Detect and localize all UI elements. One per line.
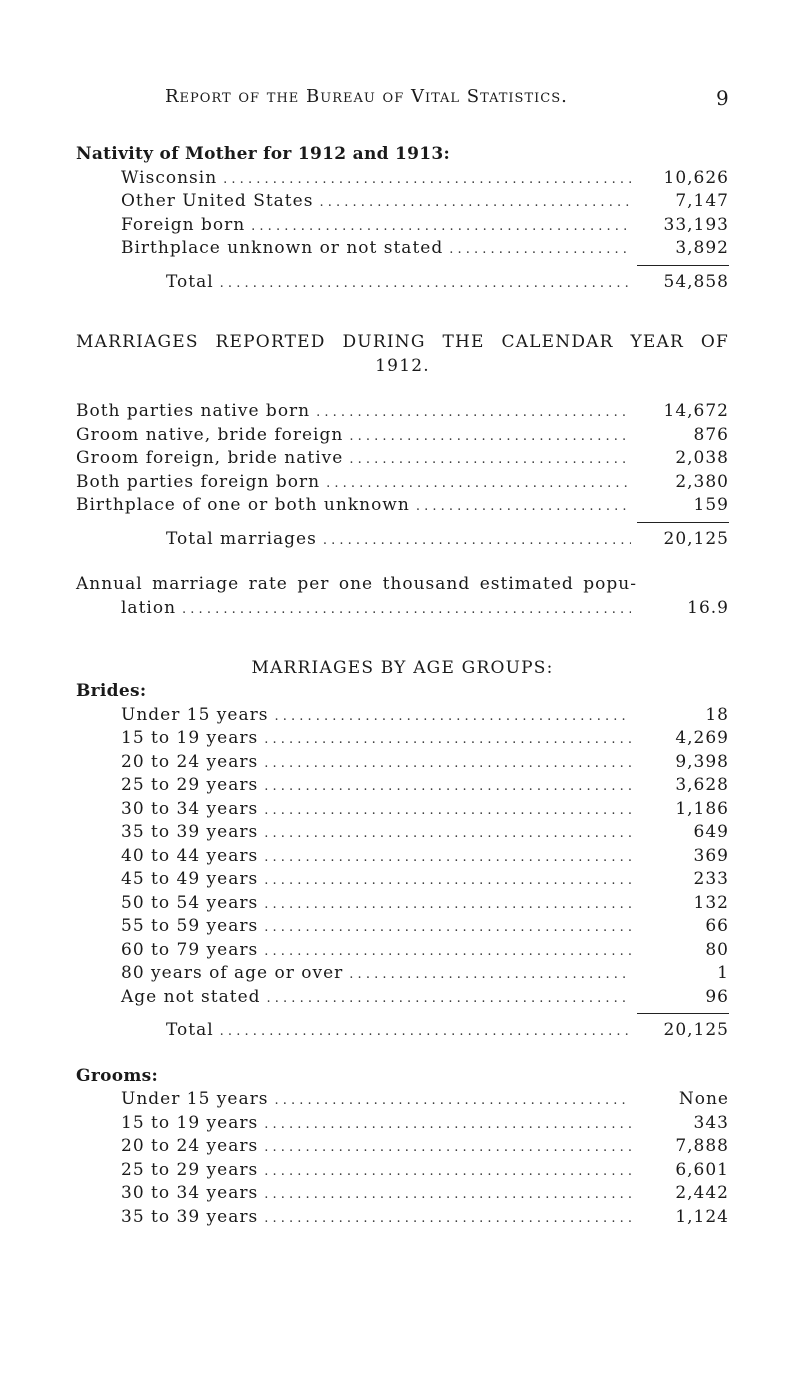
rate-value: 16.9 xyxy=(687,597,729,618)
total-row xyxy=(76,528,729,552)
marriages-title xyxy=(76,330,729,378)
table-row xyxy=(76,1206,729,1230)
row-value: None xyxy=(678,1089,729,1109)
brides-table xyxy=(76,704,729,1043)
total-row xyxy=(76,271,729,295)
table-row xyxy=(76,751,729,775)
row-value: 3,628 xyxy=(675,775,729,795)
brides-heading: Brides: xyxy=(76,681,147,701)
row-value: 876 xyxy=(693,424,729,445)
table-row xyxy=(76,1135,729,1159)
grooms-heading: Grooms: xyxy=(76,1065,159,1086)
row-value: 343 xyxy=(693,1112,729,1133)
row-label: 45 to 49 years xyxy=(121,869,259,889)
row-label: 25 to 29 years xyxy=(121,775,259,795)
row-label: Groom native, bride foreign xyxy=(76,424,344,445)
table-row xyxy=(76,892,729,916)
table-row xyxy=(76,424,729,448)
table-row xyxy=(76,962,729,986)
row-label: Age not stated xyxy=(121,986,261,1007)
row-value: 233 xyxy=(693,869,729,889)
row-label: Both parties foreign born xyxy=(76,471,321,492)
rate-row xyxy=(76,597,729,621)
table-row xyxy=(76,447,729,471)
row-value: 649 xyxy=(693,822,729,842)
table-row xyxy=(76,798,729,822)
table-row xyxy=(76,868,729,892)
row-label: 15 to 19 years xyxy=(121,728,259,748)
total-value: 54,858 xyxy=(663,271,729,292)
table-row xyxy=(76,400,729,424)
row-value: 2,038 xyxy=(675,448,729,468)
marriages-table xyxy=(76,400,729,620)
row-label: Both parties native born xyxy=(76,401,311,421)
row-value: 10,626 xyxy=(663,167,729,188)
row-label: Birthplace unknown or not stated xyxy=(121,238,444,258)
total-label: Total xyxy=(166,271,214,292)
row-label: 15 to 19 years xyxy=(121,1112,259,1133)
table-row xyxy=(76,1182,729,1206)
page-number: 9 xyxy=(716,86,730,110)
row-value: 7,147 xyxy=(675,191,729,211)
row-value: 2,380 xyxy=(675,471,729,492)
row-label: 25 to 29 years xyxy=(121,1159,259,1180)
table-row xyxy=(76,167,729,191)
grooms-table xyxy=(76,1088,729,1229)
row-value: 66 xyxy=(705,916,729,936)
row-value: 1,186 xyxy=(675,798,729,819)
row-value: 132 xyxy=(693,892,729,913)
row-label: 30 to 34 years xyxy=(121,1183,259,1203)
row-value: 2,442 xyxy=(675,1183,729,1203)
table-row xyxy=(76,494,729,518)
row-label: Wisconsin xyxy=(121,167,218,188)
table-row xyxy=(76,915,729,939)
table-row xyxy=(76,1159,729,1183)
nativity-heading: Nativity of Mother for 1912 and 1913: xyxy=(76,144,451,164)
row-label: 50 to 54 years xyxy=(121,892,259,913)
row-label: Birthplace of one or both unknown xyxy=(76,495,410,515)
row-value: 369 xyxy=(693,845,729,866)
table-row xyxy=(76,237,729,261)
row-label: 20 to 24 years xyxy=(121,1136,259,1156)
row-value: 33,193 xyxy=(663,214,729,235)
table-row xyxy=(76,704,729,728)
row-label: 20 to 24 years xyxy=(121,751,259,772)
table-row xyxy=(76,774,729,798)
total-rule xyxy=(76,261,729,271)
table-row xyxy=(76,821,729,845)
nativity-table xyxy=(76,167,729,295)
total-label: Total xyxy=(166,1020,214,1040)
row-value: 96 xyxy=(705,986,729,1007)
total-value: 20,125 xyxy=(663,1020,729,1040)
table-row xyxy=(76,471,729,495)
total-value: 20,125 xyxy=(663,528,729,549)
row-value: 18 xyxy=(705,704,729,725)
table-row xyxy=(76,845,729,869)
row-label: Under 15 years xyxy=(121,704,269,725)
row-value: 80 xyxy=(705,939,729,960)
row-label: Other United States xyxy=(121,191,314,211)
row-label: Foreign born xyxy=(121,214,246,235)
row-label: 30 to 34 years xyxy=(121,798,259,819)
total-label: Total marriages xyxy=(166,528,317,549)
marriages-title-line2: 1912. xyxy=(375,356,430,376)
row-label: Groom foreign, bride native xyxy=(76,448,344,468)
rate-label-line2: lation xyxy=(121,597,177,618)
row-value: 7,888 xyxy=(675,1136,729,1156)
age-groups-title: MARRIAGES BY AGE GROUPS: xyxy=(251,658,554,678)
row-label: 80 years of age or over xyxy=(121,963,344,983)
row-value: 1 xyxy=(717,963,729,983)
row-value: 3,892 xyxy=(675,238,729,258)
row-label: 35 to 39 years xyxy=(121,822,259,842)
row-label: 55 to 59 years xyxy=(121,916,259,936)
table-row xyxy=(76,1088,729,1112)
total-rule xyxy=(76,1009,729,1019)
rate-line1 xyxy=(76,573,729,597)
table-row xyxy=(76,190,729,214)
row-label: Under 15 years xyxy=(121,1089,269,1109)
table-row xyxy=(76,727,729,751)
total-row xyxy=(76,1019,729,1043)
row-value: 14,672 xyxy=(663,401,729,421)
row-value: 4,269 xyxy=(675,728,729,748)
marriages-title-line1: MARRIAGES REPORTED DURING THE CALENDAR YEAR OF xyxy=(76,332,729,352)
running-title: Report of the Bureau of Vital Statistics. xyxy=(165,86,568,107)
row-value: 9,398 xyxy=(675,751,729,772)
table-row xyxy=(76,986,729,1010)
page-header xyxy=(0,86,798,112)
table-row xyxy=(76,939,729,963)
row-value: 1,124 xyxy=(675,1206,729,1227)
row-value: 6,601 xyxy=(675,1159,729,1180)
page-body xyxy=(76,143,729,1229)
table-row xyxy=(76,1112,729,1136)
total-rule xyxy=(76,518,729,528)
rate-label-line1: Annual marriage rate per one thousand estimated popu- xyxy=(76,574,637,594)
row-label: 60 to 79 years xyxy=(121,939,259,960)
table-row xyxy=(76,214,729,238)
row-label: 40 to 44 years xyxy=(121,845,259,866)
row-value: 159 xyxy=(693,495,729,515)
row-label: 35 to 39 years xyxy=(121,1206,259,1227)
